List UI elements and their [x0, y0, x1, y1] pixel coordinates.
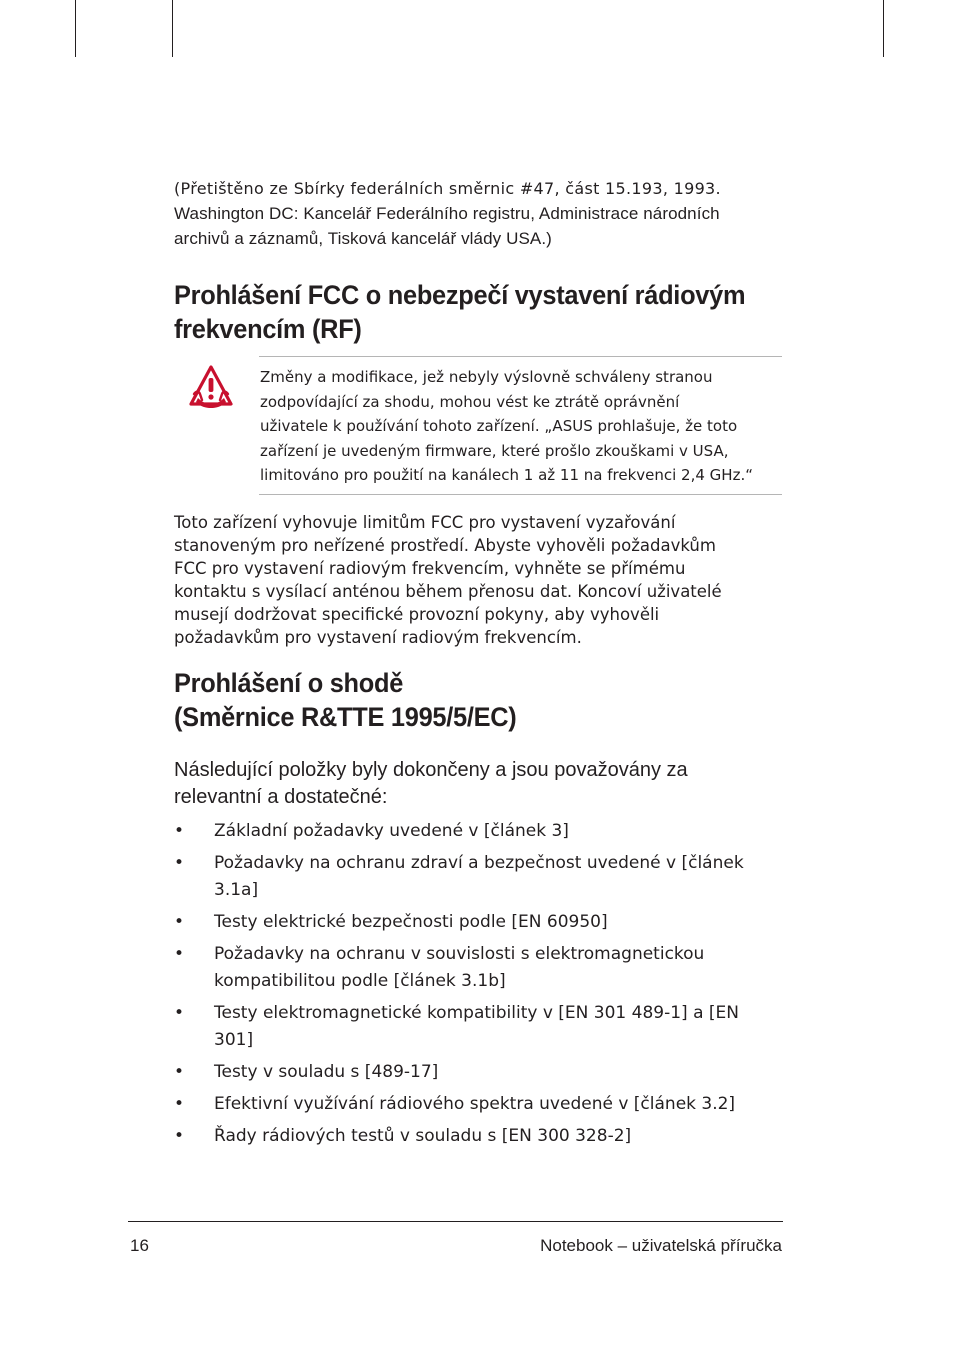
- requirements-lead: [174, 757, 790, 811]
- warning-line: zařízení je uvedeným firmware, které prošlo zkouškami v USA,: [260, 441, 729, 460]
- bullet-icon: •: [174, 1094, 185, 1114]
- list-item-text: Testy elektromagnetické kompatibility v [EN 301 489-1] a [EN: [214, 1003, 739, 1023]
- list-item-text: Efektivní využívání rádiového spektra uvedené v [článek 3.2]: [214, 1094, 736, 1114]
- paragraph-line: FCC pro vystavení radiovým frekvencím, vyhněte se přímému: [174, 559, 686, 578]
- crop-mark-left: [75, 0, 76, 57]
- heading-line: (Směrnice R&TTE 1995/5/EC): [174, 702, 517, 732]
- list-item: [174, 1000, 790, 1054]
- list-item-text: Testy v souladu s [489-17]: [214, 1062, 439, 1082]
- bullet-icon: •: [174, 1126, 185, 1146]
- warning-line: limitováno pro použití na kanálech 1 až 11 na frekvenci 2,4 GHz.“: [260, 466, 753, 484]
- list-item: [174, 1059, 790, 1086]
- list-item: [174, 818, 790, 845]
- page-number: 16: [130, 1236, 149, 1255]
- list-item: [174, 1091, 790, 1118]
- intro-line: (Přetištěno ze Sbírky federálních směrnic #47, část 15.193, 1993.: [174, 179, 721, 198]
- footer-title: Notebook – uživatelská příručka: [540, 1236, 782, 1255]
- list-item-text: Požadavky na ochranu v souvislosti s elektromagnetickou: [214, 944, 705, 964]
- list-item-text: kompatibilitou podle [článek 3.1b]: [214, 971, 506, 991]
- list-item-text: Testy elektrické bezpečnosti podle [EN 60950]: [214, 912, 608, 932]
- bullet-icon: •: [174, 1062, 185, 1082]
- bullet-icon: •: [174, 853, 185, 873]
- list-item: [174, 941, 790, 995]
- list-item-text: Základní požadavky uvedené v [článek 3]: [214, 821, 569, 841]
- intro-line: Washington DC: Kancelář Federálního registru, Administrace národních: [174, 204, 720, 223]
- conformity-heading: [174, 666, 790, 734]
- paragraph-line: kontaktu s vysílací anténou během přenosu dat. Koncoví uživatelé: [174, 582, 722, 601]
- crop-mark-center: [172, 0, 173, 57]
- list-item: [174, 850, 790, 904]
- heading-line: Prohlášení FCC o nebezpečí vystavení rádiovým: [174, 280, 746, 310]
- footer-rule: [128, 1221, 783, 1222]
- list-item-text: Řady rádiových testů v souladu s [EN 300 328-2]: [214, 1126, 632, 1146]
- list-item-text: 301]: [214, 1030, 254, 1050]
- requirements-list: [174, 818, 790, 1155]
- list-item: [174, 1123, 790, 1150]
- intro-line: archivů a záznamů, Tisková kancelář vlády USA.): [174, 229, 552, 248]
- list-item-text: 3.1a]: [214, 880, 259, 900]
- warning-bottom-rule: [259, 494, 782, 495]
- warning-hand-icon: [188, 364, 234, 410]
- paragraph-line: požadavkům pro vystavení radiovým frekvencím.: [174, 628, 582, 647]
- bullet-icon: •: [174, 821, 185, 841]
- warning-line: Změny a modifikace, jež nebyly výslovně schváleny stranou: [260, 368, 713, 386]
- bullet-icon: •: [174, 944, 185, 964]
- warning-line: uživatele k používání tohoto zařízení. „ASUS prohlašuje, že toto: [260, 417, 738, 435]
- list-item: [174, 909, 790, 936]
- heading-line: frekvencím (RF): [174, 314, 362, 344]
- paragraph-line: Toto zařízení vyhovuje limitům FCC pro vystavení vyzařování: [174, 513, 676, 532]
- fcc-compliance-paragraph: [174, 511, 790, 649]
- warning-line: zodpovídající za shodu, mohou vést ke ztrátě oprávnění: [260, 392, 680, 411]
- list-item-text: Požadavky na ochranu zdraví a bezpečnost uvedené v [článek: [214, 853, 744, 873]
- crop-mark-right: [883, 0, 884, 57]
- warning-top-rule: [259, 356, 782, 357]
- heading-line: Prohlášení o shodě: [174, 668, 404, 698]
- lead-line: relevantní a dostatečné:: [174, 786, 388, 808]
- bullet-icon: •: [174, 1003, 185, 1023]
- paragraph-line: stanoveným pro neřízené prostředí. Abyste vyhověli požadavkům: [174, 536, 716, 555]
- bullet-icon: •: [174, 912, 185, 932]
- paragraph-line: musejí dodržovat specifické provozní pokyny, aby vyhověli: [174, 605, 660, 624]
- rf-exposure-heading: [174, 278, 790, 346]
- warning-text: [260, 365, 790, 488]
- intro-citation: [174, 176, 790, 251]
- warning-note: [174, 356, 782, 496]
- lead-line: Následující položky byly dokončeny a jsou považovány za: [174, 759, 688, 781]
